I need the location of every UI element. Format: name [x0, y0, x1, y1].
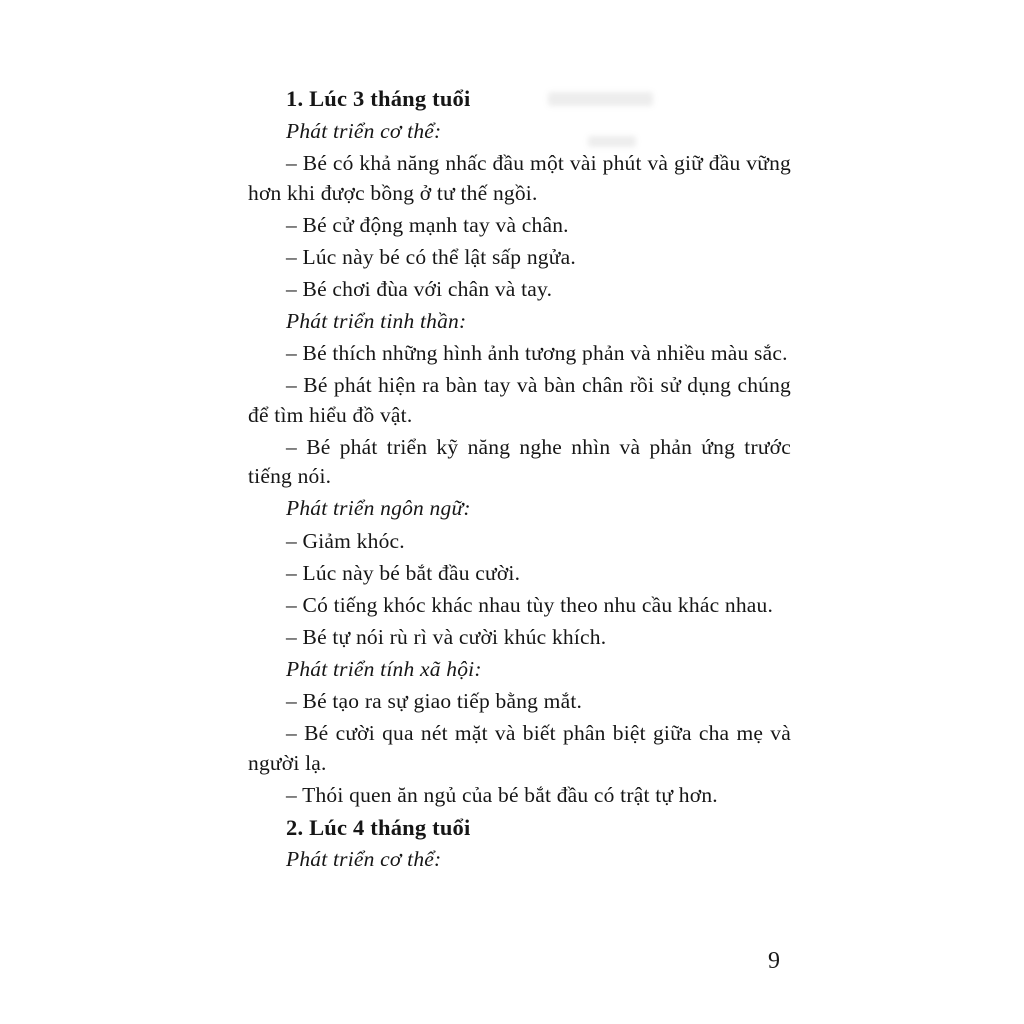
bullet-paragraph: – Bé tự nói rù rì và cười khúc khích.: [286, 624, 607, 649]
bullet-paragraph: – Bé thích những hình ảnh tương phản và nhiều màu sắc.: [286, 341, 788, 365]
page-number: 9: [768, 948, 780, 974]
bullet-paragraph: – Có tiếng khóc khác nhau tùy theo nhu cầu khác nhau.: [286, 592, 774, 617]
page-text-column: [248, 84, 791, 878]
bullet-paragraph: – Bé cười qua nét mặt và biết phân biệt giữa cha mẹ và người lạ.: [248, 721, 791, 775]
subsection-title: Phát triển cơ thể:: [286, 847, 442, 871]
bullet-paragraph: – Lúc này bé có thể lật sấp ngửa.: [286, 244, 576, 269]
subsection-title: Phát triển ngôn ngữ:: [286, 496, 471, 520]
section-heading: 2. Lúc 4 tháng tuổi: [286, 814, 471, 840]
bullet-paragraph: – Bé có khả năng nhấc đầu một vài phút và giữ đầu vững hơn khi được bồng ở tư thế ngồi.: [248, 151, 791, 205]
bullet-paragraph: – Bé phát triển kỹ năng nghe nhìn và phản ứng trước tiếng nói.: [248, 434, 791, 488]
bullet-paragraph: – Bé tạo ra sự giao tiếp bằng mắt.: [286, 689, 583, 713]
bullet-paragraph: – Giảm khóc.: [286, 528, 405, 553]
subsection-title: Phát triển cơ thể:: [286, 118, 442, 143]
bullet-paragraph: – Lúc này bé bắt đầu cười.: [286, 560, 521, 585]
section-heading: 1. Lúc 3 tháng tuổi: [286, 86, 471, 111]
subsection-title: Phát triển tính xã hội:: [286, 656, 482, 681]
bullet-paragraph: – Bé phát hiện ra bàn tay và bàn chân rồi sử dụng chúng để tìm hiểu đồ vật.: [248, 373, 791, 427]
bullet-paragraph: – Bé cử động mạnh tay và chân.: [286, 212, 569, 237]
bullet-paragraph: – Thói quen ăn ngủ của bé bắt đầu có trật tự hơn.: [286, 782, 718, 807]
subsection-title: Phát triển tinh thần:: [286, 308, 467, 333]
bullet-paragraph: – Bé chơi đùa với chân và tay.: [286, 276, 553, 301]
